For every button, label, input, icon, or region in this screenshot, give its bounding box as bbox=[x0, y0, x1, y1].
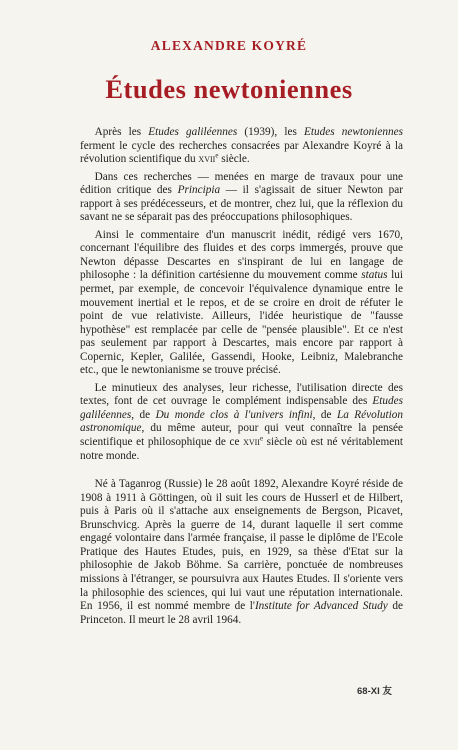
work-title: Du monde clos à l'univers infini bbox=[155, 408, 313, 421]
summary-paragraph-4: Le minutieux des analyses, leur richesse, l'utilisation directe des textes, font de cet ouvrage le complément indispensable des Etudes galiléennes, de Du monde clos à l'univers infini, de La Révolution astronomique, du même auteur, pour qui veut connaître la pensée scientifique et philosophique de ce xvii$^e$ siècle où est né véritablement notre monde. bbox=[80, 381, 404, 462]
work-title: Etudes galiléennes bbox=[148, 126, 238, 138]
summary-paragraph-1: Après les Etudes galiléennes (1939), les Etudes newtoniennes ferment le cycle des recherches consacrées par Alexandre Koyré à la révolution scientifique du xvii$^e$ siècle. bbox=[80, 126, 403, 166]
blurb-text bbox=[80, 126, 403, 631]
work-title: Principia bbox=[177, 184, 221, 197]
summary-paragraph-3: Ainsi le commentaire d'un manuscrit inédit, rédigé vers 1670, concernant l'équilibre des fluides et des corps immergés, prouve que Newton dépasse Descartes en s'inspirant de lui en langage de philosophe : la définition cartésienne du mouvement comme status lui permet, par exemple, de concevoir l'équivalence dynamique entre le mouvement inertial et le repos, et de se croire en droit de réfuter le point de vue relativiste. Ailleurs, l'idée heuristique de "fausse hypothèse" est remplacée par celle de "pensée plausible". Et ce n'est pas seulement par rapport à Descartes, mais encore par rapport à Copernic, Kepler, Galilée, Gassendi, Hooke, Leibniz, Malebranche etc., que le newtonianisme se trouve précisé. bbox=[80, 228, 403, 377]
publisher-code: 68-XI 友 bbox=[357, 686, 392, 697]
author-name: ALEXANDRE KOYRÉ bbox=[150, 38, 308, 53]
institution-name: Institute for Advanced Study bbox=[254, 600, 388, 613]
work-title: Etudes newtoniennes bbox=[304, 126, 403, 138]
work-title: Etudes galiléennes bbox=[80, 395, 403, 421]
author-biography: Né à Taganrog (Russie) le 28 août 1892, Alexandre Koyré réside de 1908 à 1911 à Göttingen, où il suit les cours de Husserl et de Hilbert, puis à Paris où il s'attache aux enseignements de Bergson, Picavet, Brunschvicg. Après la guerre de 14, durant laquelle il sert comme engagé volontaire dans l'armée française, il passe le diplôme de l'Ecole Pratique des Hautes Etudes, puis, en 1929, sa thèse d'Etat sur la philosophie de Jakob Böhme. Sa carrière, ponctuée de nombreuses missions à l'étranger, se poursuivra aux Hautes Etudes. Il s'oriente vers la philosophie des sciences, qui lui vaut une réputation internationale. En 1956, il est nommé membre de l'Institute for Advanced Study de Princeton. Il meurt le 28 avril 1964. bbox=[80, 478, 403, 626]
summary-paragraph-2: Dans ces recherches — menées en marge de travaux pour une édition critique des Principia — il s'agissait de situer Newton par rapport à ses prédécesseurs, et de montrer, chez lui, que la réflexion du savant ne se séparait pas des préoccupations philosophiques. bbox=[80, 170, 403, 224]
work-title: La Révolution astronomique bbox=[80, 408, 404, 435]
emphasis: status bbox=[361, 269, 388, 282]
book-title: Études newtoniennes bbox=[105, 74, 353, 104]
